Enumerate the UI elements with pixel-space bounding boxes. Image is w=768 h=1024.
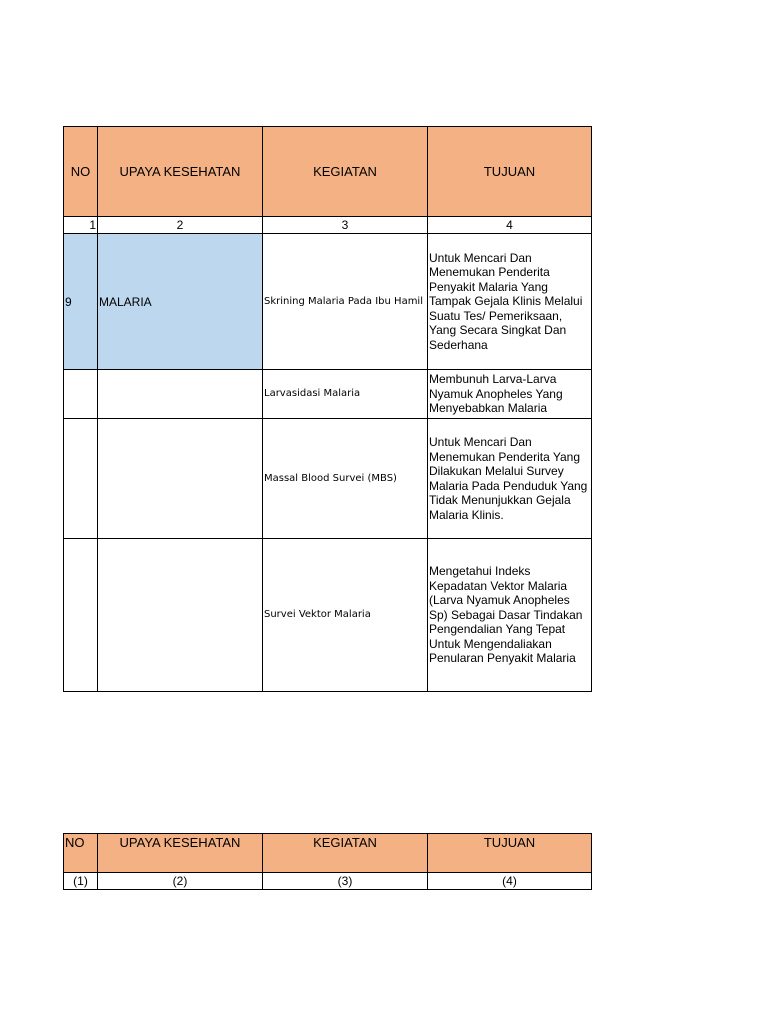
column-number-upaya: 2 [98,217,263,234]
column-number-upaya: (2) [98,873,263,890]
header-upaya-kesehatan: UPAYA KESEHATAN [98,834,263,873]
row-tujuan: Untuk Mencari Dan Menemukan Penderita Yang Dilakukan Melalui Survey Malaria Pada Penduduk Yang Tidak Menunjukkan Gejala Malaria Klinis. [428,419,592,539]
table-row [64,234,592,370]
row-upaya: MALARIA [98,234,263,370]
column-number-row [64,873,592,890]
header-upaya-kesehatan: UPAYA KESEHATAN [98,127,263,217]
table-header-row [64,127,592,217]
row-no [64,539,98,692]
table-row [64,370,592,419]
table-row [64,539,592,692]
table-row [64,419,592,539]
column-number-kegiatan: 3 [263,217,428,234]
header-no: NO [64,834,98,873]
header-tujuan: TUJUAN [428,834,592,873]
table-header-row [64,834,592,873]
header-tujuan: TUJUAN [428,127,592,217]
row-no [64,419,98,539]
row-tujuan: Untuk Mencari Dan Menemukan Penderita Penyakit Malaria Yang Tampak Gejala Klinis Melalui Suatu Tes/ Pemeriksaan, Yang Secara Singkat Dan Sederhana [428,234,592,370]
column-number-tujuan: 4 [428,217,592,234]
row-tujuan: Mengetahui Indeks Kepadatan Vektor Malaria (Larva Nyamuk Anopheles Sp) Sebagai Dasar Tindakan Pengendalian Yang Tepat Untuk Mengendaliakan Penularan Penyakit Malaria [428,539,592,692]
activity-table [63,126,592,692]
column-number-row [64,217,592,234]
row-no: 9 [64,234,98,370]
template-table [63,833,592,890]
row-kegiatan: Massal Blood Survei (MBS) [263,419,428,539]
row-upaya [98,370,263,419]
header-kegiatan: KEGIATAN [263,834,428,873]
row-kegiatan: Larvasidasi Malaria [263,370,428,419]
row-no [64,370,98,419]
header-kegiatan: KEGIATAN [263,127,428,217]
row-tujuan: Membunuh Larva-Larva Nyamuk Anopheles Yang Menyebabkan Malaria [428,370,592,419]
row-upaya [98,539,263,692]
row-kegiatan: Skrining Malaria Pada Ibu Hamil [263,234,428,370]
row-upaya [98,419,263,539]
column-number-no: (1) [64,873,98,890]
row-kegiatan: Survei Vektor Malaria [263,539,428,692]
column-number-tujuan: (4) [428,873,592,890]
column-number-no: 1 [64,217,98,234]
column-number-kegiatan: (3) [263,873,428,890]
header-no: NO [64,127,98,217]
